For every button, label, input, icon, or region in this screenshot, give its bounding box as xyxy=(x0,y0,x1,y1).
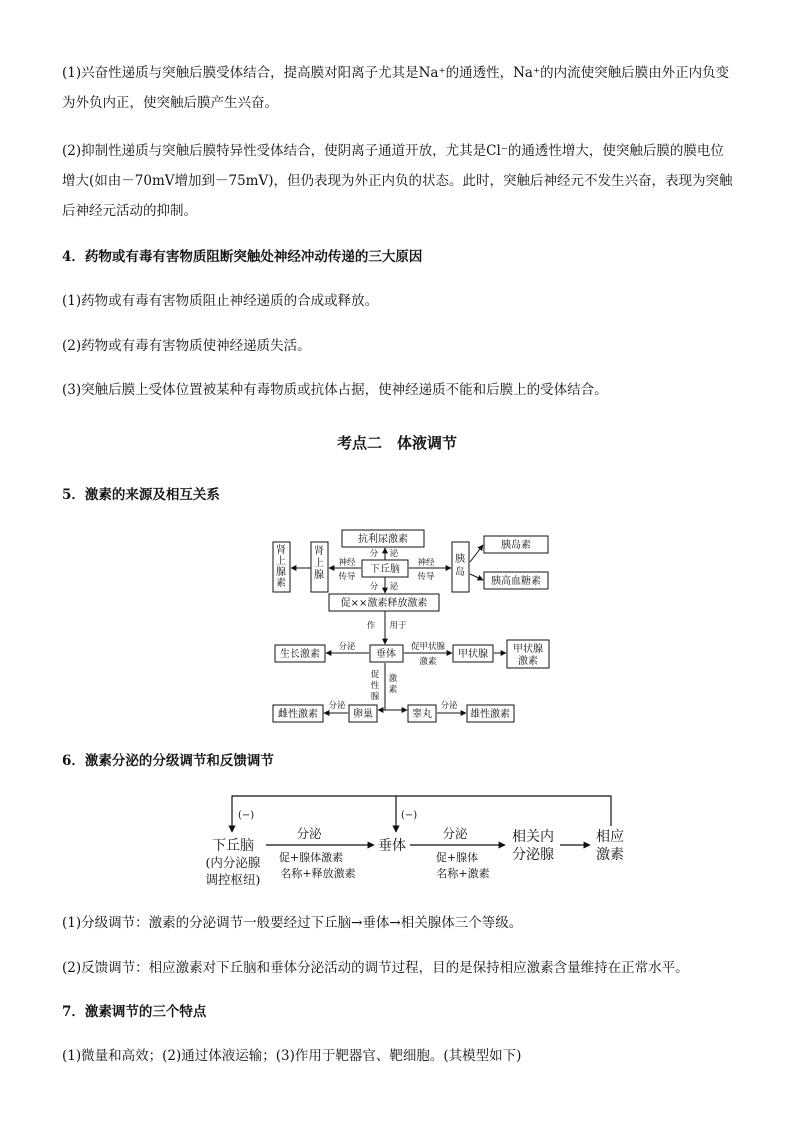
pancreas-char: 胰 xyxy=(455,554,465,565)
adrenal-char: 肾 xyxy=(314,546,324,557)
node-hypothalamus: 下丘脑 xyxy=(212,838,254,854)
label-secrete: 泌 xyxy=(389,582,399,592)
box-ovary: 卵巢 xyxy=(353,709,373,720)
box-thyroxine-1: 甲状腺 xyxy=(513,644,543,655)
label-secrete: 分泌 xyxy=(328,701,346,711)
part-title: 考点二 体液调节 xyxy=(336,434,457,452)
pancreas-char: 岛 xyxy=(455,567,465,578)
box-glucagon: 胰高血糖素 xyxy=(491,576,541,587)
label-hormone-2: 促+腺体 xyxy=(435,851,479,864)
label-secrete: 分泌 xyxy=(338,642,356,652)
adrenal-hormone-char: 素 xyxy=(276,578,286,589)
box-thyroxine-2: 激素 xyxy=(518,656,538,667)
label-secrete: 分 xyxy=(369,549,379,559)
box-androgen: 雄性激素 xyxy=(470,709,510,720)
label-gonadotropin: 腺 xyxy=(370,692,380,702)
paragraph-features: (1)微量和高效；(2)通过体液运输；(3)作用于靶器官、靶细胞。(其模型如下) xyxy=(62,1048,522,1064)
label-hormone-1: 促+腺体激素 xyxy=(278,851,344,864)
node-pituitary: 垂体 xyxy=(378,838,406,854)
heading-section-5: 5．激素的来源及相互关系 xyxy=(62,487,220,503)
label-secrete: 分 xyxy=(369,582,379,592)
label-neural: 神经 xyxy=(338,558,356,568)
list-item: (1)分级调节：激素的分泌调节一般要经过下丘脑→垂体→相关腺体三个等级。 xyxy=(62,915,523,931)
node-hormone: 激素 xyxy=(596,847,624,863)
adrenal-char: 上 xyxy=(314,558,324,569)
label-gonadotropin: 素 xyxy=(388,685,398,695)
box-estrogen: 雌性激素 xyxy=(278,709,318,720)
negative-sign: (−) xyxy=(238,810,255,821)
heading-section-6: 6．激素分泌的分级调节和反馈调节 xyxy=(62,753,274,769)
adrenal-hormone-char: 肾 xyxy=(276,545,286,556)
label-tsh: 促甲状腺 xyxy=(410,642,446,652)
label-neural: 神经 xyxy=(417,558,435,568)
box-releasing-hormone: 促××激素释放激素 xyxy=(340,598,428,609)
list-item: (2)药物或有毒有害物质使神经递质失活。 xyxy=(62,338,311,354)
list-item: (3)突触后膜上受体位置被某种有毒物质或抗体占据，使神经递质不能和后膜上的受体结合。 xyxy=(62,382,608,398)
adrenal-hormone-char: 上 xyxy=(276,556,286,567)
paragraph-excitatory: (1)兴奋性递质与突触后膜受体结合，提高膜对阳离子尤其是Na⁺的通透性，Na⁺的内流使突触后膜由外正内负变为外负内正，使突触后膜产生兴奋。 xyxy=(62,65,730,111)
label-act: 用于 xyxy=(389,621,407,631)
label-gonadotropin: 激 xyxy=(388,674,398,684)
negative-sign: (−) xyxy=(401,810,418,821)
label-hormone-2: 名称+激素 xyxy=(436,867,490,880)
label-tsh: 激素 xyxy=(419,657,437,667)
label-gonadotropin: 促 xyxy=(370,670,380,680)
label-secrete: 分泌 xyxy=(296,826,322,841)
node-hormone: 相应 xyxy=(596,829,624,845)
node-gland: 相关内 xyxy=(512,829,554,845)
paragraph-inhibitory: (2)抑制性递质与突触后膜特异性受体结合，使阴离子通道开放，尤其是Cl⁻的通透性增大，使突触后膜的膜电位增大(如由－70mV增加到－75mV)，但仍表现为外正内负的状态。此时，突触后神经元不发生兴奋，表现为突触后神经元活动的抑制。 xyxy=(62,143,733,219)
label-neural: 传导 xyxy=(417,572,435,582)
box-thyroid: 甲状腺 xyxy=(458,649,488,660)
label-hormone-1: 名称+释放激素 xyxy=(280,867,356,880)
box-hypothalamus: 下丘脑 xyxy=(370,564,400,575)
label-secrete: 分泌 xyxy=(440,701,458,711)
label-neural: 传导 xyxy=(338,572,356,582)
heading-section-7: 7．激素调节的三个特点 xyxy=(62,1004,207,1020)
list-item: (1)药物或有毒有害物质阻止神经递质的合成或释放。 xyxy=(62,293,379,309)
box-pituitary: 垂体 xyxy=(376,649,396,660)
label-act: 作 xyxy=(366,621,376,631)
label-secrete: 泌 xyxy=(389,549,399,559)
node-gland: 分泌腺 xyxy=(512,847,554,863)
label-secrete: 分泌 xyxy=(442,826,468,841)
box-testis: 睾丸 xyxy=(412,709,432,720)
adrenal-hormone-char: 腺 xyxy=(276,567,286,578)
box-growth-hormone: 生长激素 xyxy=(280,649,320,660)
heading-section-4: 4．药物或有毒有害物质阻断突触处神经冲动传递的三大原因 xyxy=(62,249,423,265)
label-gonadotropin: 性 xyxy=(370,681,380,691)
list-item: (2)反馈调节：相应激素对下丘脑和垂体分泌活动的调节过程，目的是保持相应激素含量维持在正常水平。 xyxy=(62,960,689,976)
adrenal-char: 腺 xyxy=(314,570,324,581)
hypothalamus-note: 调控枢纽) xyxy=(205,872,261,887)
box-adh: 抗利尿激素 xyxy=(358,534,408,545)
hypothalamus-note: (内分泌腺 xyxy=(205,855,261,870)
box-insulin: 胰岛素 xyxy=(501,540,531,551)
